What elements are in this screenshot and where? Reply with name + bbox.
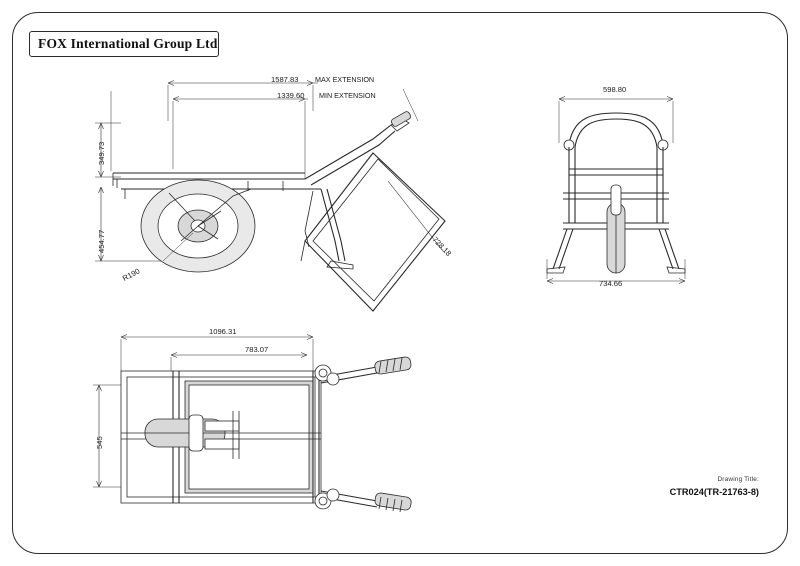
plan-top-view: [85, 323, 485, 563]
drawing-sheet: [12, 12, 788, 554]
dim-lower-height: 454.77: [97, 229, 106, 253]
dim-max-extension-note: MAX EXTENSION: [315, 75, 375, 84]
dim-min-extension-note: MIN EXTENSION: [319, 91, 376, 100]
side-elevation-view: [73, 61, 503, 341]
dim-min-extension-value: 1339.60: [277, 91, 305, 100]
dim-plan-inner-length: 783.07: [245, 345, 269, 354]
drawing-title-block: [670, 476, 759, 497]
dim-max-extension-value: 1587.83: [271, 75, 299, 84]
drawing-title-caption: Drawing Title:: [717, 476, 759, 483]
dim-wheel-radius: R190: [121, 266, 142, 283]
company-name: FOX International Group Ltd: [38, 36, 218, 51]
title-block: [29, 31, 219, 57]
dim-handle-length: 728.18: [430, 235, 454, 258]
dim-front-lower-width: 734.66: [599, 279, 623, 288]
drawing-number: CTR024(TR-21763-8): [669, 487, 759, 497]
front-elevation-view: [533, 73, 753, 303]
dim-plan-overall-width: 545: [95, 436, 104, 449]
dim-front-upper-width: 598.80: [603, 85, 627, 94]
dim-plan-overall-length: 1096.31: [209, 327, 237, 336]
dim-upper-height: 349.73: [97, 141, 106, 165]
